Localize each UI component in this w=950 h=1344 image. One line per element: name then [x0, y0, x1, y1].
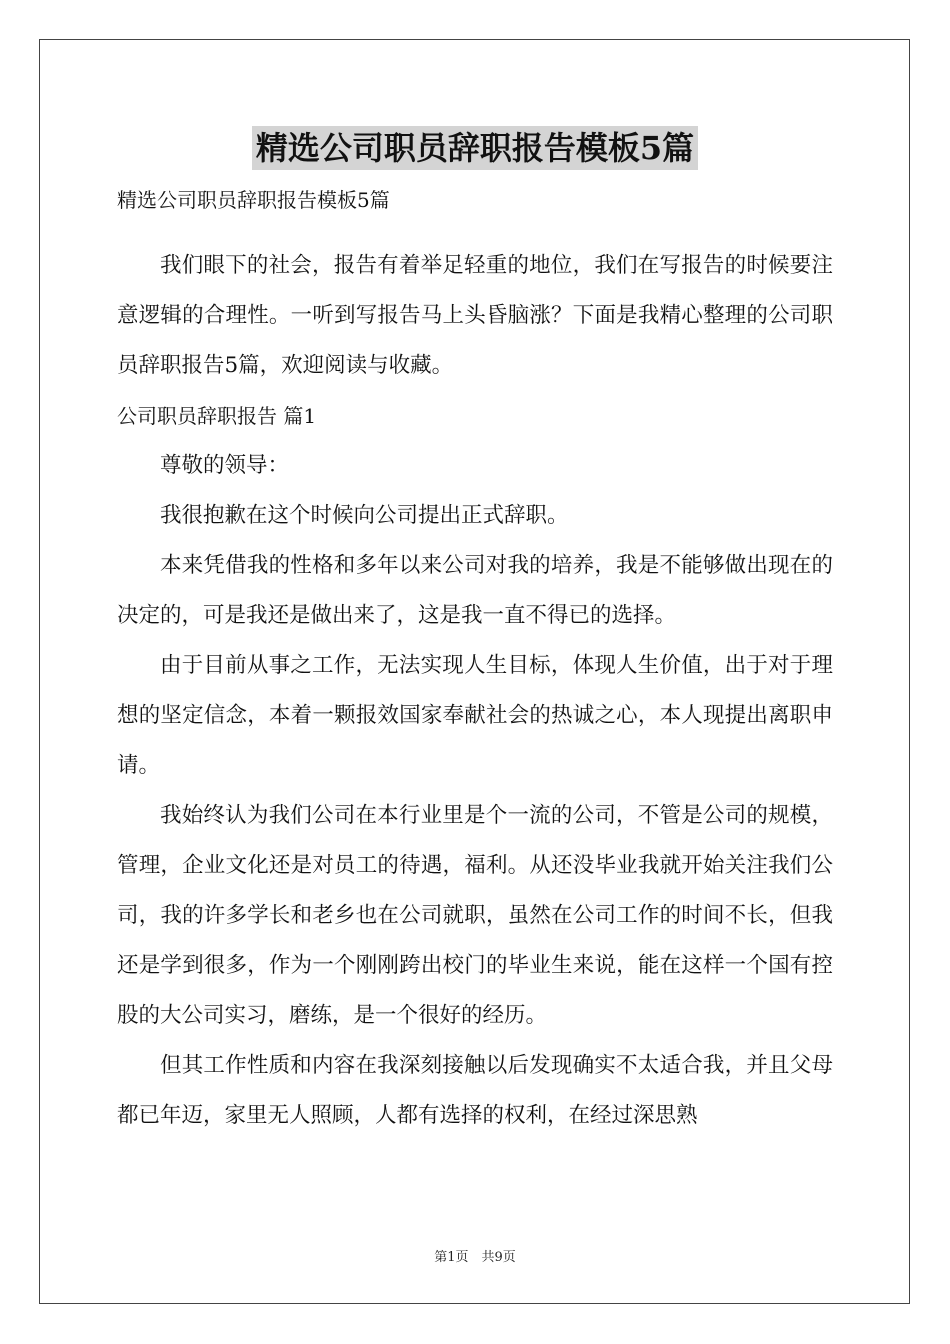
- body-paragraph: 本来凭借我的性格和多年以来公司对我的培养，我是不能够做出现在的 决定的，可是我还是做出来了，这是我一直不得已的选择。: [117, 553, 833, 628]
- document-title: 精选公司职员辞职报告模板5篇: [252, 126, 698, 170]
- title-container: [0, 126, 950, 170]
- section-heading: 公司职员辞职报告 篇1: [117, 404, 317, 428]
- page-number: 第1页 共9页: [434, 1250, 516, 1265]
- body-paragraph: 我始终认为我们公司在本行业里是个一流的公司，不管是公司的规模，管理，企业文化还是对员工的待遇，福利。从还没毕业我就开始关注我们公司，我的许多学长和老乡也在公司就职，虽然在公司工作的时间不长，但我还是学到很多，作为一个刚刚跨出校门的毕业生来说，能在这样一个国有控股的大公司实习，磨练，是一个很好的经历。: [117, 803, 833, 1028]
- body-paragraph: 我很抱歉在这个时候向公司提出正式辞职。: [160, 503, 569, 528]
- subtitle-line: 精选公司职员辞职报告模板5篇: [117, 188, 390, 212]
- salutation: 尊敬的领导：: [160, 453, 290, 478]
- body-paragraph: 由于目前从事之工作，无法实现人生目标，体现人生价值，出于对于理想的坚定信念，本着一颗报效国家奉献社会的热诚之心，本人现提出离职申请。: [117, 653, 833, 778]
- intro-paragraph: 我们眼下的社会，报告有着举足轻重的地位，我们在写报告的时候要注意逻辑的合理性。一听到写报告马上头昏脑涨？下面是我精心整理的公司职员辞职报告5篇，欢迎阅读与收藏。: [117, 253, 833, 378]
- page-footer: [0, 1246, 950, 1265]
- body-paragraph: 但其工作性质和内容在我深刻接触以后发现确实不太适合我，并且父母都已年迈，家里无人照顾，人都有选择的权利，在经过深思熟: [117, 1053, 833, 1128]
- document-body: [117, 183, 833, 1141]
